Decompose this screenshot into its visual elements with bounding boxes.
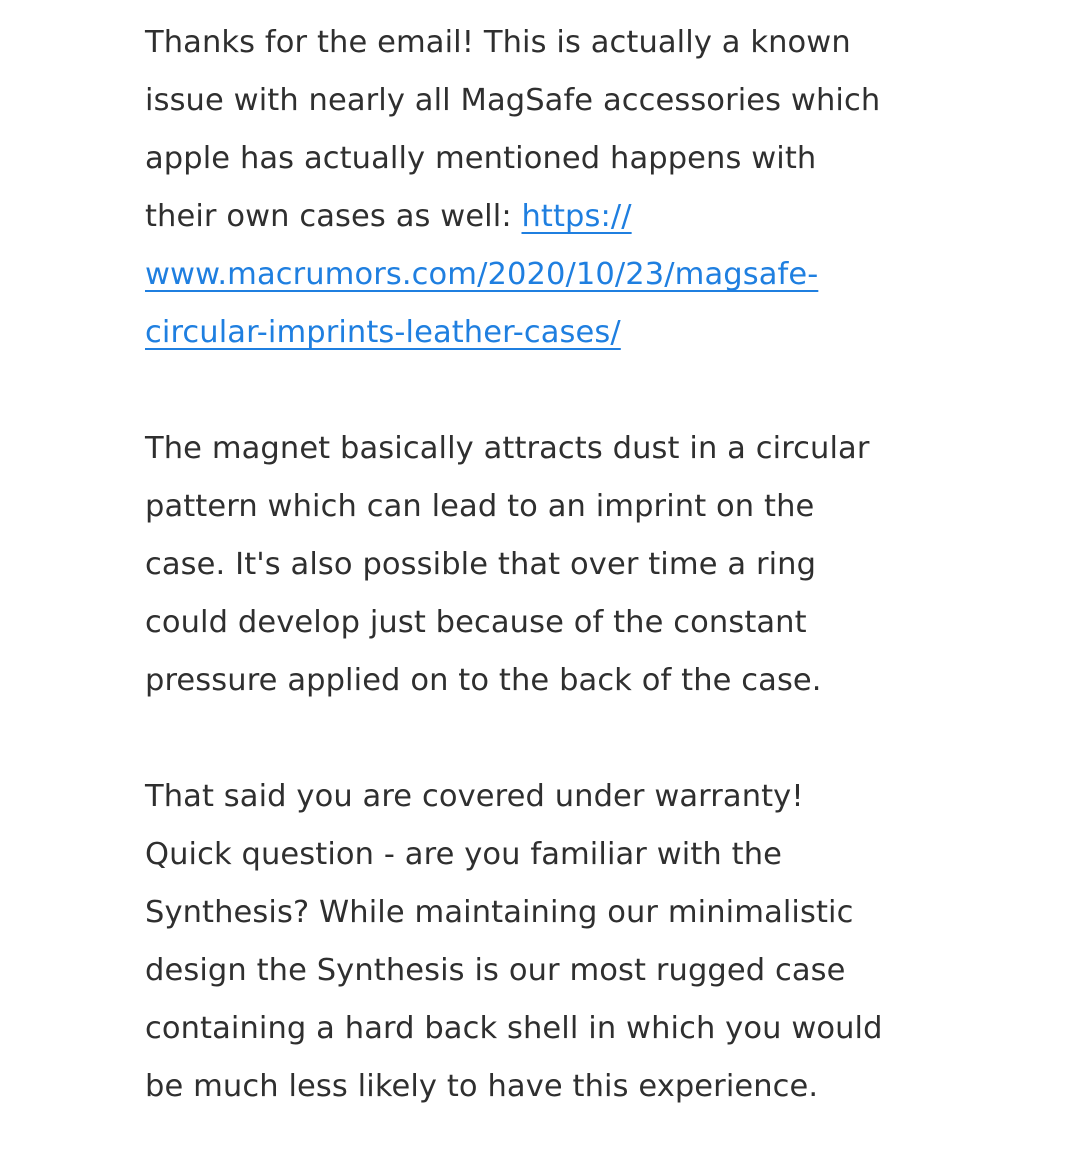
text-line: The magnet basically attracts dust in a circular <box>145 431 870 466</box>
email-paragraph-1 <box>145 14 935 362</box>
macrumors-link[interactable] <box>522 199 632 234</box>
macrumors-link-continued[interactable] <box>145 257 818 292</box>
link-line <box>145 246 935 304</box>
text-line: case. It's also possible that over time a ring <box>145 547 817 582</box>
text-line: containing a hard back shell in which you would <box>145 1011 883 1046</box>
text-line: design the Synthesis is our most rugged case <box>145 953 846 988</box>
text-line: could develop just because of the constant <box>145 605 807 640</box>
text-line: That said you are covered under warranty! <box>145 779 804 814</box>
text-segment: their own cases as well: <box>145 199 522 234</box>
text-line-with-link <box>145 188 935 246</box>
text-line: Synthesis? While maintaining our minimalistic <box>145 895 854 930</box>
text-line: pressure applied on to the back of the case. <box>145 663 822 698</box>
text-line: issue with nearly all MagSafe accessories which <box>145 83 881 118</box>
email-paragraph-3 <box>145 768 935 1116</box>
text-line: pattern which can lead to an imprint on the <box>145 489 815 524</box>
text-line: Thanks for the email! This is actually a known <box>145 25 851 60</box>
link-segment: www.macrumors.com/2020/10/23/magsafe- <box>145 257 819 292</box>
link-segment: circular-imprints-leather-cases/ <box>145 315 621 350</box>
link-line <box>145 304 935 362</box>
email-paragraph-2 <box>145 420 935 710</box>
email-body <box>145 14 935 1174</box>
macrumors-link-continued[interactable] <box>145 315 621 350</box>
text-line: apple has actually mentioned happens with <box>145 141 817 176</box>
text-line: be much less likely to have this experience. <box>145 1069 819 1104</box>
link-segment: https:// <box>521 199 632 234</box>
text-line: Quick question - are you familiar with the <box>145 837 783 872</box>
